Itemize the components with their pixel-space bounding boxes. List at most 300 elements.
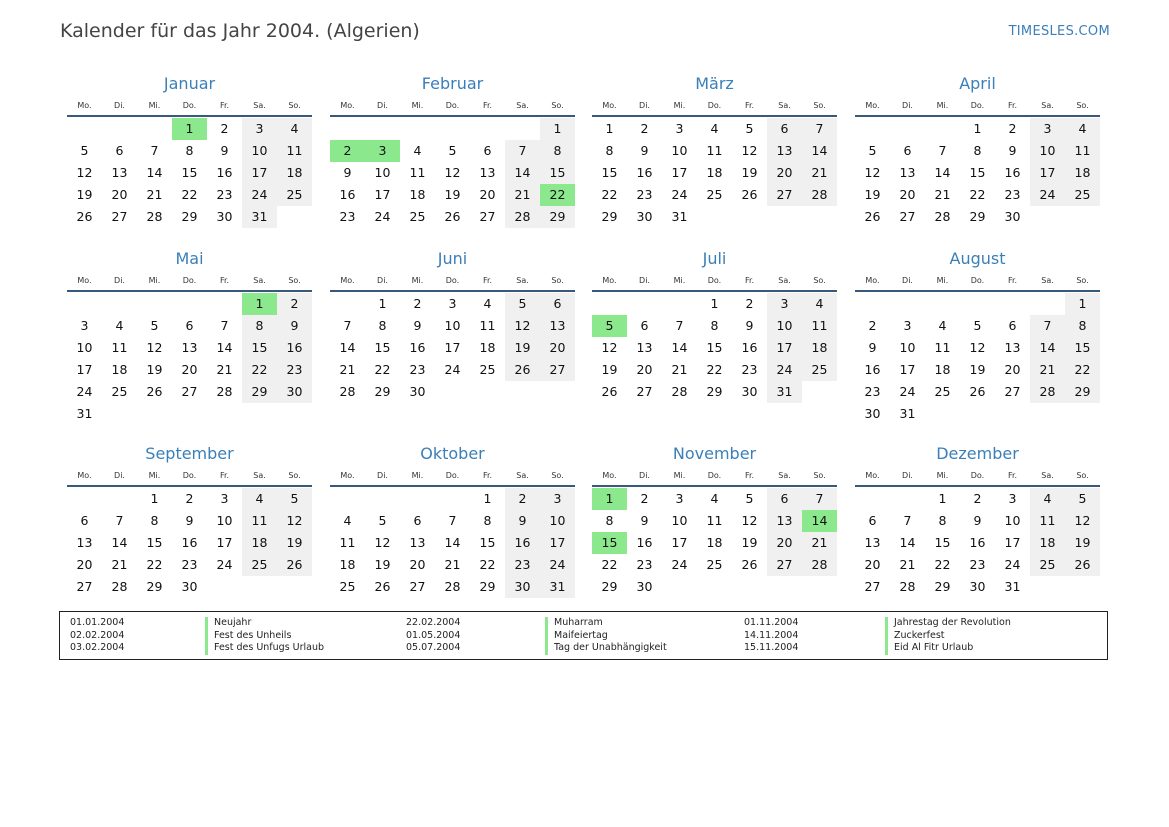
day-cell[interactable]: 4 bbox=[413, 143, 422, 158]
day-cell[interactable]: 26 bbox=[741, 187, 758, 202]
day-cell[interactable]: 25 bbox=[409, 209, 426, 224]
day-cell[interactable]: 25 bbox=[1030, 554, 1065, 576]
day-cell[interactable]: 28 bbox=[899, 579, 916, 594]
day-cell[interactable]: 18 bbox=[802, 337, 837, 359]
holiday-day-cell[interactable]: 15 bbox=[592, 532, 627, 554]
day-cell[interactable]: 16 bbox=[1004, 165, 1021, 180]
day-cell[interactable]: 11 bbox=[339, 535, 356, 550]
day-cell[interactable]: 6 bbox=[767, 118, 802, 140]
day-cell[interactable]: 30 bbox=[277, 381, 312, 403]
day-cell[interactable]: 19 bbox=[146, 362, 163, 377]
day-cell[interactable]: 6 bbox=[540, 293, 575, 315]
day-cell[interactable]: 2 bbox=[277, 293, 312, 315]
day-cell[interactable]: 30 bbox=[216, 209, 233, 224]
day-cell[interactable]: 12 bbox=[969, 340, 986, 355]
day-cell[interactable]: 1 bbox=[938, 491, 947, 506]
day-cell[interactable]: 24 bbox=[671, 557, 688, 572]
holiday-day-cell[interactable]: 14 bbox=[802, 510, 837, 532]
day-cell[interactable]: 21 bbox=[671, 362, 688, 377]
day-cell[interactable]: 26 bbox=[146, 384, 163, 399]
day-cell[interactable]: 9 bbox=[413, 318, 422, 333]
day-cell[interactable]: 29 bbox=[601, 579, 618, 594]
day-cell[interactable]: 15 bbox=[601, 165, 618, 180]
day-cell[interactable]: 18 bbox=[409, 187, 426, 202]
day-cell[interactable]: 23 bbox=[409, 362, 426, 377]
day-cell[interactable]: 30 bbox=[864, 406, 881, 421]
day-cell[interactable]: 19 bbox=[601, 362, 618, 377]
day-cell[interactable]: 25 bbox=[111, 384, 128, 399]
day-cell[interactable]: 14 bbox=[802, 140, 837, 162]
day-cell[interactable]: 2 bbox=[640, 491, 649, 506]
day-cell[interactable]: 27 bbox=[899, 209, 916, 224]
day-cell[interactable]: 19 bbox=[505, 337, 540, 359]
day-cell[interactable]: 18 bbox=[339, 557, 356, 572]
day-cell[interactable]: 7 bbox=[903, 513, 912, 528]
day-cell[interactable]: 9 bbox=[868, 340, 877, 355]
day-cell[interactable]: 24 bbox=[899, 384, 916, 399]
day-cell[interactable]: 23 bbox=[636, 187, 653, 202]
day-cell[interactable]: 29 bbox=[601, 209, 618, 224]
day-cell[interactable]: 8 bbox=[605, 143, 614, 158]
day-cell[interactable]: 3 bbox=[767, 293, 802, 315]
day-cell[interactable]: 22 bbox=[374, 362, 391, 377]
day-cell[interactable]: 16 bbox=[864, 362, 881, 377]
holiday-day-cell[interactable]: 1 bbox=[172, 118, 207, 140]
day-cell[interactable]: 2 bbox=[220, 121, 229, 136]
day-cell[interactable]: 12 bbox=[1065, 510, 1100, 532]
day-cell[interactable]: 17 bbox=[767, 337, 802, 359]
day-cell[interactable]: 9 bbox=[640, 513, 649, 528]
day-cell[interactable]: 10 bbox=[540, 510, 575, 532]
day-cell[interactable]: 15 bbox=[969, 165, 986, 180]
day-cell[interactable]: 20 bbox=[540, 337, 575, 359]
day-cell[interactable]: 28 bbox=[802, 184, 837, 206]
day-cell[interactable]: 1 bbox=[1065, 293, 1100, 315]
day-cell[interactable]: 11 bbox=[409, 165, 426, 180]
day-cell[interactable]: 25 bbox=[479, 362, 496, 377]
day-cell[interactable]: 4 bbox=[710, 491, 719, 506]
day-cell[interactable]: 11 bbox=[802, 315, 837, 337]
day-cell[interactable]: 2 bbox=[640, 121, 649, 136]
day-cell[interactable]: 17 bbox=[540, 532, 575, 554]
day-cell[interactable]: 18 bbox=[479, 340, 496, 355]
day-cell[interactable]: 17 bbox=[1030, 162, 1065, 184]
day-cell[interactable]: 31 bbox=[899, 406, 916, 421]
day-cell[interactable]: 14 bbox=[216, 340, 233, 355]
day-cell[interactable]: 30 bbox=[636, 209, 653, 224]
day-cell[interactable]: 21 bbox=[216, 362, 233, 377]
day-cell[interactable]: 31 bbox=[540, 576, 575, 598]
day-cell[interactable]: 14 bbox=[505, 162, 540, 184]
day-cell[interactable]: 23 bbox=[864, 384, 881, 399]
day-cell[interactable]: 10 bbox=[1030, 140, 1065, 162]
day-cell[interactable]: 25 bbox=[242, 554, 277, 576]
day-cell[interactable]: 14 bbox=[111, 535, 128, 550]
day-cell[interactable]: 6 bbox=[1008, 318, 1017, 333]
holiday-day-cell[interactable]: 1 bbox=[592, 488, 627, 510]
day-cell[interactable]: 28 bbox=[111, 579, 128, 594]
day-cell[interactable]: 2 bbox=[505, 488, 540, 510]
day-cell[interactable]: 27 bbox=[111, 209, 128, 224]
day-cell[interactable]: 12 bbox=[444, 165, 461, 180]
day-cell[interactable]: 20 bbox=[899, 187, 916, 202]
day-cell[interactable]: 29 bbox=[706, 384, 723, 399]
day-cell[interactable]: 23 bbox=[741, 362, 758, 377]
day-cell[interactable]: 23 bbox=[216, 187, 233, 202]
day-cell[interactable]: 13 bbox=[479, 165, 496, 180]
day-cell[interactable]: 7 bbox=[1030, 315, 1065, 337]
day-cell[interactable]: 11 bbox=[706, 513, 723, 528]
day-cell[interactable]: 27 bbox=[767, 554, 802, 576]
day-cell[interactable]: 2 bbox=[973, 491, 982, 506]
day-cell[interactable]: 18 bbox=[1065, 162, 1100, 184]
day-cell[interactable]: 20 bbox=[767, 532, 802, 554]
day-cell[interactable]: 26 bbox=[76, 209, 93, 224]
day-cell[interactable]: 10 bbox=[374, 165, 391, 180]
holiday-day-cell[interactable]: 22 bbox=[540, 184, 575, 206]
day-cell[interactable]: 29 bbox=[146, 579, 163, 594]
day-cell[interactable]: 28 bbox=[671, 384, 688, 399]
day-cell[interactable]: 10 bbox=[76, 340, 93, 355]
day-cell[interactable]: 18 bbox=[111, 362, 128, 377]
day-cell[interactable]: 13 bbox=[409, 535, 426, 550]
day-cell[interactable]: 22 bbox=[479, 557, 496, 572]
day-cell[interactable]: 19 bbox=[1065, 532, 1100, 554]
day-cell[interactable]: 23 bbox=[505, 554, 540, 576]
day-cell[interactable]: 27 bbox=[636, 384, 653, 399]
day-cell[interactable]: 19 bbox=[741, 535, 758, 550]
day-cell[interactable]: 12 bbox=[277, 510, 312, 532]
day-cell[interactable]: 5 bbox=[505, 293, 540, 315]
day-cell[interactable]: 3 bbox=[675, 121, 684, 136]
day-cell[interactable]: 7 bbox=[802, 488, 837, 510]
day-cell[interactable]: 3 bbox=[1030, 118, 1065, 140]
day-cell[interactable]: 5 bbox=[973, 318, 982, 333]
day-cell[interactable]: 29 bbox=[934, 579, 951, 594]
day-cell[interactable]: 22 bbox=[934, 557, 951, 572]
day-cell[interactable]: 14 bbox=[146, 165, 163, 180]
day-cell[interactable]: 21 bbox=[339, 362, 356, 377]
day-cell[interactable]: 2 bbox=[185, 491, 194, 506]
day-cell[interactable]: 31 bbox=[76, 406, 93, 421]
day-cell[interactable]: 20 bbox=[111, 187, 128, 202]
day-cell[interactable]: 18 bbox=[277, 162, 312, 184]
day-cell[interactable]: 1 bbox=[540, 118, 575, 140]
day-cell[interactable]: 22 bbox=[969, 187, 986, 202]
day-cell[interactable]: 3 bbox=[448, 296, 457, 311]
day-cell[interactable]: 15 bbox=[374, 340, 391, 355]
day-cell[interactable]: 21 bbox=[802, 162, 837, 184]
day-cell[interactable]: 13 bbox=[76, 535, 93, 550]
day-cell[interactable]: 6 bbox=[483, 143, 492, 158]
day-cell[interactable]: 10 bbox=[767, 315, 802, 337]
day-cell[interactable]: 13 bbox=[767, 140, 802, 162]
day-cell[interactable]: 22 bbox=[601, 557, 618, 572]
day-cell[interactable]: 27 bbox=[409, 579, 426, 594]
day-cell[interactable]: 24 bbox=[671, 187, 688, 202]
day-cell[interactable]: 6 bbox=[868, 513, 877, 528]
day-cell[interactable]: 10 bbox=[671, 513, 688, 528]
day-cell[interactable]: 13 bbox=[767, 510, 802, 532]
day-cell[interactable]: 30 bbox=[409, 384, 426, 399]
day-cell[interactable]: 8 bbox=[973, 143, 982, 158]
day-cell[interactable]: 28 bbox=[146, 209, 163, 224]
day-cell[interactable]: 4 bbox=[343, 513, 352, 528]
day-cell[interactable]: 15 bbox=[479, 535, 496, 550]
day-cell[interactable]: 22 bbox=[1065, 359, 1100, 381]
day-cell[interactable]: 17 bbox=[671, 165, 688, 180]
day-cell[interactable]: 28 bbox=[505, 206, 540, 228]
day-cell[interactable]: 12 bbox=[601, 340, 618, 355]
day-cell[interactable]: 22 bbox=[181, 187, 198, 202]
day-cell[interactable]: 19 bbox=[444, 187, 461, 202]
day-cell[interactable]: 8 bbox=[150, 513, 159, 528]
day-cell[interactable]: 4 bbox=[483, 296, 492, 311]
day-cell[interactable]: 14 bbox=[339, 340, 356, 355]
day-cell[interactable]: 16 bbox=[277, 337, 312, 359]
brand-link[interactable]: TIMESLES.COM bbox=[1008, 24, 1110, 39]
day-cell[interactable]: 6 bbox=[185, 318, 194, 333]
day-cell[interactable]: 11 bbox=[1030, 510, 1065, 532]
day-cell[interactable]: 27 bbox=[864, 579, 881, 594]
day-cell[interactable]: 11 bbox=[1065, 140, 1100, 162]
day-cell[interactable]: 29 bbox=[969, 209, 986, 224]
day-cell[interactable]: 20 bbox=[1004, 362, 1021, 377]
day-cell[interactable]: 11 bbox=[479, 318, 496, 333]
day-cell[interactable]: 6 bbox=[640, 318, 649, 333]
day-cell[interactable]: 3 bbox=[540, 488, 575, 510]
day-cell[interactable]: 26 bbox=[969, 384, 986, 399]
day-cell[interactable]: 20 bbox=[864, 557, 881, 572]
day-cell[interactable]: 8 bbox=[710, 318, 719, 333]
day-cell[interactable]: 28 bbox=[216, 384, 233, 399]
day-cell[interactable]: 22 bbox=[146, 557, 163, 572]
day-cell[interactable]: 20 bbox=[181, 362, 198, 377]
day-cell[interactable]: 28 bbox=[934, 209, 951, 224]
day-cell[interactable]: 18 bbox=[706, 165, 723, 180]
day-cell[interactable]: 24 bbox=[1030, 184, 1065, 206]
day-cell[interactable]: 31 bbox=[1004, 579, 1021, 594]
day-cell[interactable]: 12 bbox=[864, 165, 881, 180]
day-cell[interactable]: 25 bbox=[277, 184, 312, 206]
day-cell[interactable]: 4 bbox=[277, 118, 312, 140]
day-cell[interactable]: 19 bbox=[864, 187, 881, 202]
day-cell[interactable]: 15 bbox=[934, 535, 951, 550]
day-cell[interactable]: 1 bbox=[150, 491, 159, 506]
day-cell[interactable]: 10 bbox=[1004, 513, 1021, 528]
day-cell[interactable]: 3 bbox=[903, 318, 912, 333]
day-cell[interactable]: 14 bbox=[899, 535, 916, 550]
day-cell[interactable]: 5 bbox=[378, 513, 387, 528]
day-cell[interactable]: 9 bbox=[220, 143, 229, 158]
day-cell[interactable]: 24 bbox=[1004, 557, 1021, 572]
day-cell[interactable]: 7 bbox=[150, 143, 159, 158]
day-cell[interactable]: 22 bbox=[706, 362, 723, 377]
day-cell[interactable]: 19 bbox=[741, 165, 758, 180]
day-cell[interactable]: 9 bbox=[343, 165, 352, 180]
day-cell[interactable]: 6 bbox=[767, 488, 802, 510]
day-cell[interactable]: 6 bbox=[903, 143, 912, 158]
day-cell[interactable]: 26 bbox=[505, 359, 540, 381]
day-cell[interactable]: 30 bbox=[741, 384, 758, 399]
day-cell[interactable]: 30 bbox=[969, 579, 986, 594]
day-cell[interactable]: 6 bbox=[80, 513, 89, 528]
day-cell[interactable]: 25 bbox=[339, 579, 356, 594]
day-cell[interactable]: 17 bbox=[216, 535, 233, 550]
day-cell[interactable]: 19 bbox=[277, 532, 312, 554]
day-cell[interactable]: 16 bbox=[636, 535, 653, 550]
day-cell[interactable]: 29 bbox=[181, 209, 198, 224]
day-cell[interactable]: 16 bbox=[741, 340, 758, 355]
day-cell[interactable]: 19 bbox=[969, 362, 986, 377]
day-cell[interactable]: 31 bbox=[671, 209, 688, 224]
day-cell[interactable]: 21 bbox=[934, 187, 951, 202]
day-cell[interactable]: 12 bbox=[741, 513, 758, 528]
day-cell[interactable]: 23 bbox=[277, 359, 312, 381]
holiday-day-cell[interactable]: 3 bbox=[365, 140, 400, 162]
day-cell[interactable]: 2 bbox=[745, 296, 754, 311]
day-cell[interactable]: 8 bbox=[1065, 315, 1100, 337]
day-cell[interactable]: 4 bbox=[1065, 118, 1100, 140]
day-cell[interactable]: 7 bbox=[505, 140, 540, 162]
day-cell[interactable]: 8 bbox=[242, 315, 277, 337]
day-cell[interactable]: 26 bbox=[864, 209, 881, 224]
day-cell[interactable]: 29 bbox=[479, 579, 496, 594]
day-cell[interactable]: 7 bbox=[448, 513, 457, 528]
day-cell[interactable]: 16 bbox=[969, 535, 986, 550]
day-cell[interactable]: 22 bbox=[601, 187, 618, 202]
day-cell[interactable]: 1 bbox=[973, 121, 982, 136]
day-cell[interactable]: 17 bbox=[671, 535, 688, 550]
day-cell[interactable]: 28 bbox=[339, 384, 356, 399]
day-cell[interactable]: 17 bbox=[899, 362, 916, 377]
day-cell[interactable]: 23 bbox=[636, 557, 653, 572]
day-cell[interactable]: 25 bbox=[934, 384, 951, 399]
day-cell[interactable]: 4 bbox=[1030, 488, 1065, 510]
day-cell[interactable]: 16 bbox=[216, 165, 233, 180]
day-cell[interactable]: 26 bbox=[444, 209, 461, 224]
day-cell[interactable]: 25 bbox=[802, 359, 837, 381]
day-cell[interactable]: 28 bbox=[802, 554, 837, 576]
day-cell[interactable]: 17 bbox=[444, 340, 461, 355]
holiday-day-cell[interactable]: 1 bbox=[242, 293, 277, 315]
day-cell[interactable]: 5 bbox=[868, 143, 877, 158]
day-cell[interactable]: 6 bbox=[115, 143, 124, 158]
day-cell[interactable]: 19 bbox=[76, 187, 93, 202]
day-cell[interactable]: 5 bbox=[745, 121, 754, 136]
day-cell[interactable]: 5 bbox=[277, 488, 312, 510]
day-cell[interactable]: 25 bbox=[1065, 184, 1100, 206]
day-cell[interactable]: 23 bbox=[181, 557, 198, 572]
day-cell[interactable]: 2 bbox=[1008, 121, 1017, 136]
day-cell[interactable]: 10 bbox=[444, 318, 461, 333]
day-cell[interactable]: 3 bbox=[80, 318, 89, 333]
day-cell[interactable]: 5 bbox=[745, 491, 754, 506]
day-cell[interactable]: 3 bbox=[220, 491, 229, 506]
day-cell[interactable]: 24 bbox=[242, 184, 277, 206]
day-cell[interactable]: 7 bbox=[220, 318, 229, 333]
day-cell[interactable]: 1 bbox=[483, 491, 492, 506]
day-cell[interactable]: 17 bbox=[242, 162, 277, 184]
day-cell[interactable]: 7 bbox=[675, 318, 684, 333]
day-cell[interactable]: 19 bbox=[374, 557, 391, 572]
day-cell[interactable]: 14 bbox=[444, 535, 461, 550]
day-cell[interactable]: 21 bbox=[802, 532, 837, 554]
day-cell[interactable]: 5 bbox=[448, 143, 457, 158]
day-cell[interactable]: 10 bbox=[242, 140, 277, 162]
day-cell[interactable]: 14 bbox=[1030, 337, 1065, 359]
day-cell[interactable]: 3 bbox=[675, 491, 684, 506]
day-cell[interactable]: 23 bbox=[339, 209, 356, 224]
day-cell[interactable]: 28 bbox=[1030, 381, 1065, 403]
day-cell[interactable]: 27 bbox=[767, 184, 802, 206]
day-cell[interactable]: 5 bbox=[80, 143, 89, 158]
day-cell[interactable]: 1 bbox=[710, 296, 719, 311]
day-cell[interactable]: 24 bbox=[540, 554, 575, 576]
day-cell[interactable]: 8 bbox=[540, 140, 575, 162]
day-cell[interactable]: 16 bbox=[505, 532, 540, 554]
day-cell[interactable]: 11 bbox=[934, 340, 951, 355]
day-cell[interactable]: 1 bbox=[605, 121, 614, 136]
day-cell[interactable]: 14 bbox=[934, 165, 951, 180]
day-cell[interactable]: 12 bbox=[374, 535, 391, 550]
day-cell[interactable]: 11 bbox=[242, 510, 277, 532]
day-cell[interactable]: 22 bbox=[242, 359, 277, 381]
day-cell[interactable]: 13 bbox=[864, 535, 881, 550]
day-cell[interactable]: 25 bbox=[706, 187, 723, 202]
day-cell[interactable]: 9 bbox=[277, 315, 312, 337]
day-cell[interactable]: 15 bbox=[242, 337, 277, 359]
day-cell[interactable]: 16 bbox=[181, 535, 198, 550]
day-cell[interactable]: 4 bbox=[710, 121, 719, 136]
day-cell[interactable]: 21 bbox=[505, 184, 540, 206]
day-cell[interactable]: 5 bbox=[1065, 488, 1100, 510]
day-cell[interactable]: 14 bbox=[671, 340, 688, 355]
day-cell[interactable]: 2 bbox=[413, 296, 422, 311]
day-cell[interactable]: 29 bbox=[374, 384, 391, 399]
day-cell[interactable]: 29 bbox=[540, 206, 575, 228]
day-cell[interactable]: 2 bbox=[868, 318, 877, 333]
day-cell[interactable]: 17 bbox=[76, 362, 93, 377]
day-cell[interactable]: 30 bbox=[181, 579, 198, 594]
day-cell[interactable]: 24 bbox=[374, 209, 391, 224]
day-cell[interactable]: 27 bbox=[76, 579, 93, 594]
day-cell[interactable]: 26 bbox=[277, 554, 312, 576]
day-cell[interactable]: 8 bbox=[483, 513, 492, 528]
day-cell[interactable]: 7 bbox=[343, 318, 352, 333]
day-cell[interactable]: 18 bbox=[934, 362, 951, 377]
day-cell[interactable]: 26 bbox=[374, 579, 391, 594]
day-cell[interactable]: 11 bbox=[277, 140, 312, 162]
day-cell[interactable]: 28 bbox=[444, 579, 461, 594]
day-cell[interactable]: 24 bbox=[767, 359, 802, 381]
day-cell[interactable]: 26 bbox=[601, 384, 618, 399]
day-cell[interactable]: 9 bbox=[973, 513, 982, 528]
day-cell[interactable]: 26 bbox=[741, 557, 758, 572]
day-cell[interactable]: 18 bbox=[706, 535, 723, 550]
day-cell[interactable]: 21 bbox=[1030, 359, 1065, 381]
day-cell[interactable]: 18 bbox=[1030, 532, 1065, 554]
day-cell[interactable]: 25 bbox=[706, 557, 723, 572]
day-cell[interactable]: 31 bbox=[767, 381, 802, 403]
day-cell[interactable]: 23 bbox=[969, 557, 986, 572]
day-cell[interactable]: 21 bbox=[444, 557, 461, 572]
day-cell[interactable]: 7 bbox=[938, 143, 947, 158]
day-cell[interactable]: 12 bbox=[505, 315, 540, 337]
day-cell[interactable]: 24 bbox=[216, 557, 233, 572]
day-cell[interactable]: 3 bbox=[242, 118, 277, 140]
day-cell[interactable]: 16 bbox=[339, 187, 356, 202]
